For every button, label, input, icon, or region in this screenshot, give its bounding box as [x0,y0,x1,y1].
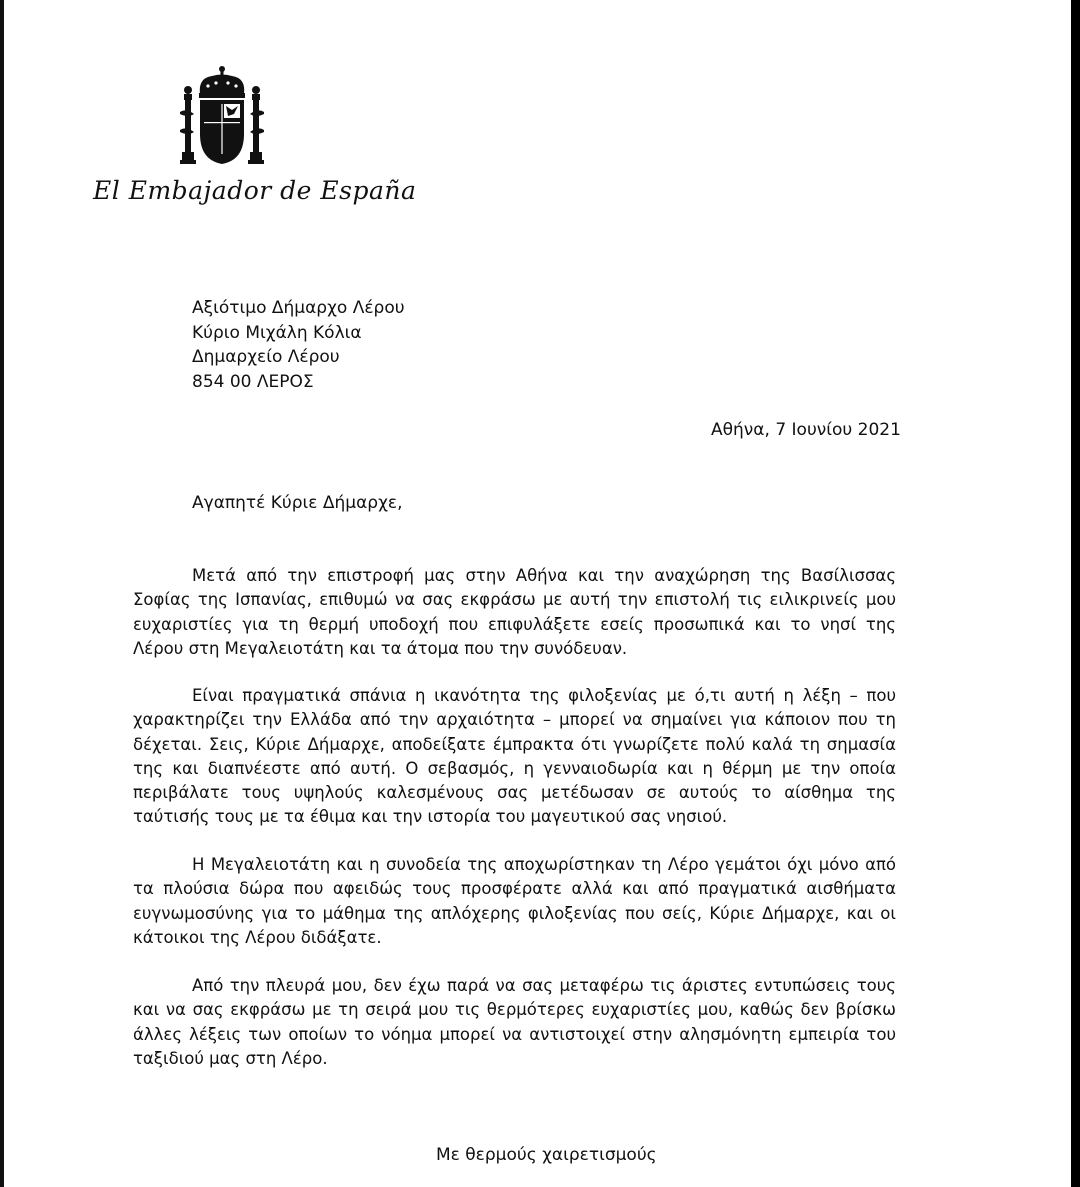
closing-line: Με θερμούς χαιρετισμούς [436,1145,657,1165]
scan-border-right [1071,0,1080,1187]
recipient-line: 854 00 ΛΕΡΟΣ [192,371,314,392]
recipient-address [192,296,405,394]
letterhead-title: El Embajador de España [93,176,417,205]
recipient-line: Δημαρχείο Λέρου [192,347,340,367]
coat-of-arms-emblem [176,64,268,172]
letter-date: Αθήνα, 7 Ιουνίου 2021 [711,420,901,440]
body-paragraph: Από την πλευρά μου, δεν έχω παρά να σας μεταφέρω τις άριστες εντυπώσεις τους και να σας εκφράσω με τη σειρά μου τις θερμότερες ευχαριστίες μου, καθώς δεν βρίσκω άλλες λέξεις των οποίων το νόημα μπορεί να αντιστοιχεί στην αλησμόνητη εμπειρία του ταξιδιού μας στη Λέρο. [133,976,896,1068]
body-paragraph: Είναι πραγματικά σπάνια η ικανότητα της φιλοξενίας με ό,τι αυτή η λέξη – που χαρακτηρίζει την Ελλάδα από την αρχαιότητα – μπορεί να σημαίνει για κάποιον που τη δέχεται. Σεις, Κύριε Δήμαρχε, αποδείξατε έμπρακτα ότι γνωρίζετε πολύ καλά τη σημασία της και διαπνέεστε από αυτή. Ο σεβασμός, η γενναιοδωρία και η θέρμη με την οποία περιβάλατε τους υψηλούς καλεσμένους σας μετέδωσαν σε αυτούς το αίσθημα της ταύτισής τους με τα έθιμα και την ιστορία του μαγευτικού σας νησιού. [133,686,896,827]
body-paragraph: Η Μεγαλειοτάτη και η συνοδεία της αποχωρίστηκαν τη Λέρο γεμάτοι όχι μόνο από τα πλούσια δώρα που αφειδώς τους προσφέρατε αλλά και από πραγματικά αισθήματα ευγνωμοσύνης για το μάθημα της απλόχερης φιλοξενίας που σείς, Κύριε Δήμαρχε, και οι κάτοικοι της Λέρου διδάξατε. [133,855,896,947]
scan-border-left [0,0,4,1187]
body-paragraph: Μετά από την επιστροφή μας στην Αθήνα και την αναχώρηση της Βασίλισσας Σοφίας της Ισπανίας, επιθυμώ να σας εκφράσω με αυτή την επιστολή τις ειλικρινείς μου ευχαριστίες για τη θερμή υποδοχή που επιφυλάξετε εσείς προσωπικά και το νησί της Λέρου στη Μεγαλειοτάτη και τα άτομα που την συνόδευαν. [133,566,896,658]
recipient-line: Αξιότιμο Δήμαρχο Λέρου [192,298,405,318]
recipient-line: Κύριο Μιχάλη Κόλια [192,322,362,343]
salutation: Αγαπητέ Κύριε Δήμαρχε, [192,493,403,513]
